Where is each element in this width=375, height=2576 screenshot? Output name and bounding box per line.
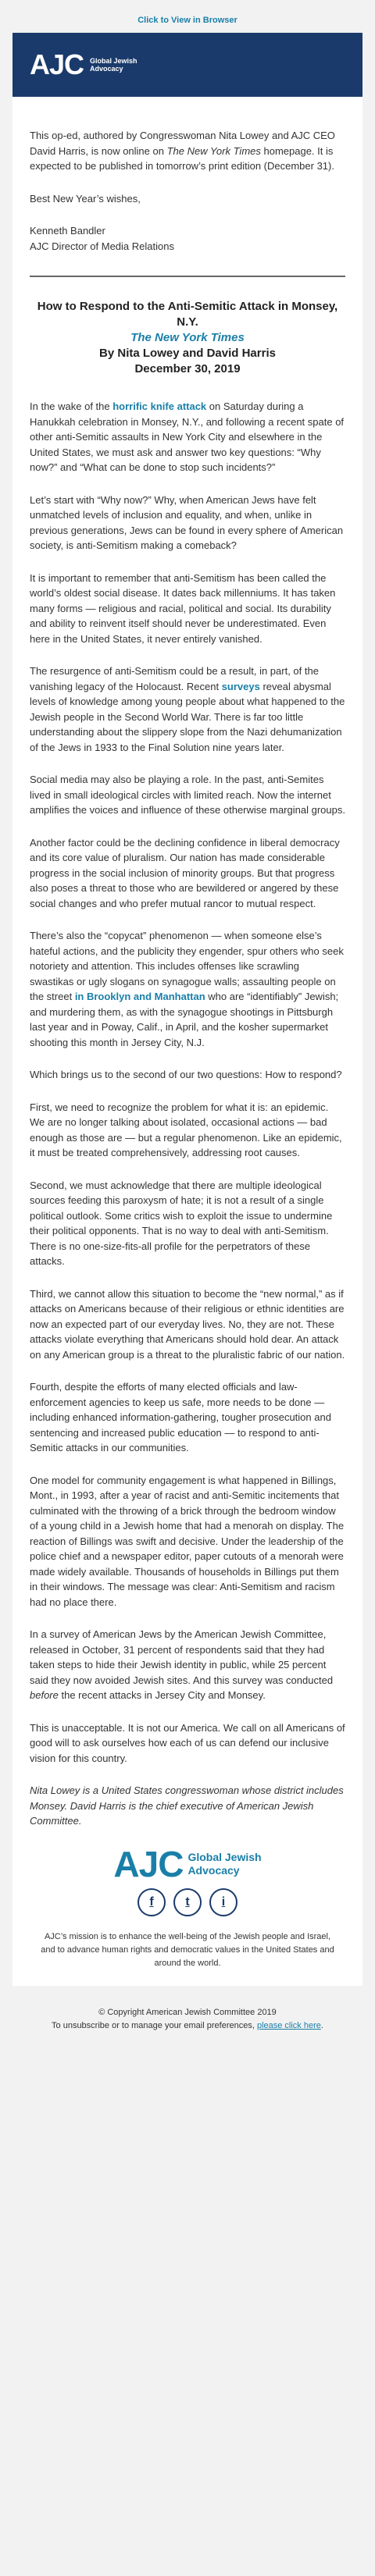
article-paragraph: This is unacceptable. It is not our America. We call on all Americans of good will to ask ourselves how each of us can defend our inclusive vision for this country. [30, 1721, 345, 1764]
article-paragraph: One model for community engagement is what happened in Billings, Mont., in 1993, after a year of racist and anti-Semitic incitements that culminated with the throwing of a brick through the bedroom window of a young child in a Jewish home that had a menorah on display. The reaction of Billings was swift and decisive. Under the leadership of the police chief and a newspaper editor, paper cutouts of a menorah were made widely available. Thousands of households in Billings put them in their windows. The message was clear: Anti-Semitism and racism had no place there. [30, 1474, 345, 1608]
divider [30, 276, 345, 277]
signature [30, 223, 345, 254]
article-paragraph: Social media may also be playing a role. In the past, anti-Semites lived in small ideological circles with limited reach. Now the internet amplifies the voices and influence of these otherwise marginal groups. [30, 774, 345, 816]
greeting: Best New Year’s wishes, [30, 192, 141, 205]
article-paragraph: Second, we must acknowledge that there are multiple ideological sources feeding this paroxysm of hate; it is not a result of a single political outlook. Some critics wish to exploit the issue to undermine their political opponents. That is no way to deal with anti-Semitism. There is no one-size-fits-all profile for the perpetrators of these attacks. [30, 1179, 333, 1267]
article-byline: By Nita Lowey and David Harris [99, 347, 276, 360]
signature-title: AJC Director of Media Relations [30, 240, 174, 252]
article-title: How to Respond to the Anti-Semitic Attack in Monsey, N.Y. [37, 300, 338, 329]
footer-legal [0, 1986, 375, 2056]
footer-logo-tagline: Global Jewish Advocacy [188, 1851, 262, 1877]
article-publication: The New York Times [130, 331, 245, 344]
footer-logo[interactable] [30, 1843, 345, 1884]
header-banner [12, 33, 362, 97]
article-date: December 30, 2019 [134, 362, 241, 375]
article-paragraph: Let’s start with “Why now?” Why, when American Jews have felt unmatched levels of inclusion and equality, and when, unlike in previous generations, Jews can be found in every sphere of American society, is anti-Semitism making a comeback? [30, 493, 344, 551]
surveys-link[interactable]: surveys [221, 680, 260, 692]
content [12, 97, 362, 1986]
copyright: © Copyright American Jewish Committee 2019 [98, 2007, 277, 2017]
article-paragraph: Which brings us to the second of our two questions: How to respond? [30, 1069, 342, 1080]
unsubscribe-link[interactable]: please click here [256, 2020, 321, 2030]
article-header [30, 299, 345, 377]
author-bio: Nita Lowey is a United States congresswoman whose district includes Monsey. David Harris is the chief executive of American Jewish Committee. [30, 1784, 344, 1827]
instagram-icon[interactable]: i [209, 1888, 238, 1916]
article-paragraph: Third, we cannot allow this situation to become the “new normal,” as if attacks on Americans because of their religious or ethnic identities are now an expected part of our everyday lives. No, they are not. These attacks violate everything that Americans should hold dear. An attack on any American group is a threat to the pluralistic fabric of our nation. [30, 1287, 345, 1361]
intro-paragraph: This op-ed, authored by Congresswoman Nita Lowey and AJC CEO David Harris, is now online on The New York Times homepage. It is expected to be published in tomorrow’s print edition (December 31). [30, 130, 335, 172]
view-in-browser-link[interactable]: Click to View in Browser [138, 16, 238, 25]
email-container [12, 33, 362, 1986]
signature-name: Kenneth Bandler [30, 225, 105, 237]
twitter-icon[interactable]: t [173, 1888, 202, 1916]
logo-text: AJC [30, 48, 84, 80]
article-paragraph: There’s also the “copycat” phenomenon — when someone else’s hateful actions, and the publicity they engender, spur others who seek notoriety and attention. This includes offenses like scrawling swastikas or ugly slogans on synagogue walls; assaulting people on the street in Brooklyn and Manhattan who are “identifiably” Jewish; and murdering them, as with the synagogue shootings in Pittsburgh last year and in Poway, Calif., in April, and the kosher supermarket shooting this month in Jersey City, N.J. [30, 930, 344, 1048]
article-paragraph: In a survey of American Jews by the American Jewish Committee, released in October, 31 percent of respondents said that they had taken steps to hide their Jewish identity in public, while 25 percent said they now avoided Jewish sites. And this survey was conducted before the recent attacks in Jersey City and Monsey. [30, 1628, 334, 1701]
article-paragraph: In the wake of the horrific knife attack on Saturday during a Hanukkah celebration in Monsey, N.Y., and following a recent spate of other anti-Semitic assaults in New York City and elsewhere in the United States, we must ask and answer two key questions: “Why now?” and “What can be done to stop such incidents?” [30, 400, 345, 473]
article-paragraph: It is important to remember that anti-Semitism has been called the world’s oldest social disease. It dates back millenniums. It has taken many forms — religious and racial, political and social. Its durability and ability to reinvent itself should never be underestimated. Even here in the United States, it never entirely vanished. [30, 571, 336, 645]
social-links [30, 1888, 345, 1916]
ajc-logo[interactable] [30, 48, 138, 80]
article-paragraph: The resurgence of anti-Semitism could be a result, in part, of the vanishing legacy of the Holocaust. Recent surveys reveal abysmal levels of knowledge among young people about what happened to the Jewish people in the Second World War. There is far too little understanding about the slippery slope from the Nazi dehumanization of the Jews in 1933 to the Final Solution nine years later. [30, 665, 345, 753]
unsubscribe-line: To unsubscribe or to manage your email preferences, please click here. [52, 2020, 323, 2030]
logo-tagline: Global Jewish Advocacy [90, 56, 138, 73]
facebook-icon[interactable]: f [138, 1888, 166, 1916]
knife-attack-link[interactable]: horrific knife attack [112, 400, 207, 412]
topbar [0, 0, 375, 33]
article-paragraph: Another factor could be the declining confidence in liberal democracy and its core value of pluralism. Our nation has made considerable progress in the social inclusion of minority groups. But that progress also poses a threat to those who are bewildered or angered by these social changes and who prefer mutual rancor to mutual respect. [30, 836, 340, 909]
article-paragraph: Fourth, despite the efforts of many elected officials and law-enforcement agencies to keep us safe, more needs to be done — including enhanced information-gathering, tougher prosecution and sentencing and increased public education — to respond to anti-Semitic attacks in our communities. [30, 1381, 331, 1453]
brooklyn-manhattan-link[interactable]: in Brooklyn and Manhattan [74, 991, 205, 1002]
article-paragraph: First, we need to recognize the problem for what it is: an epidemic. We are no longer talking about isolated, occasional actions — bad enough as those are — but a regular phenomenon. Like an epidemic, it must be treated comprehensively, addressing root causes. [30, 1101, 342, 1158]
footer-logo-text: AJC [113, 1843, 184, 1884]
mission-statement: AJC’s mission is to enhance the well-being of the Jewish people and Israel, and to advance human rights and democratic values in the United States and around the world. [41, 1931, 334, 1968]
